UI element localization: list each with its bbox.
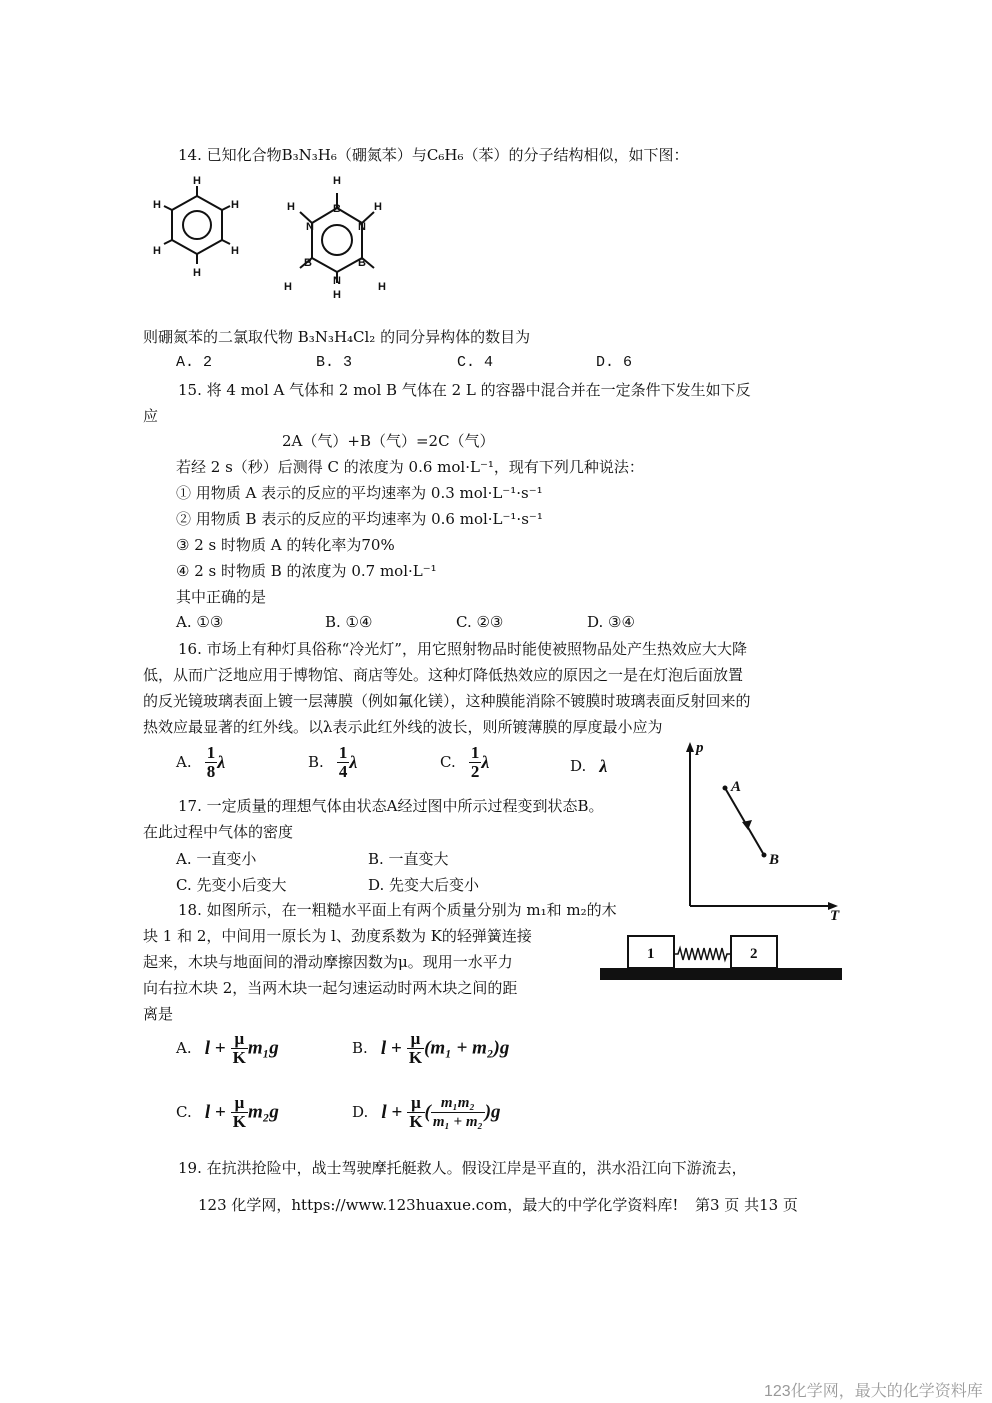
q17-line2: 在此过程中气体的密度 [143,823,294,841]
borazine-atom: H [374,201,382,213]
q15-ask: 其中正确的是 [176,588,267,606]
q18-option-b: B. l + $\frac{\mu}{K}$ (m₁ + m₂)g [352,1029,510,1067]
q17-option-a: A. 一直变小 [176,850,257,868]
benzene-borazine-structures [140,168,420,303]
block-2-label: 2 [750,946,758,962]
borazine-atom: B [304,257,312,269]
q16-line: 的反光镜玻璃表面上镀一层薄膜（例如氟化镁），这种膜能消除不镀膜时玻璃表面反射回来的 [143,692,751,710]
point-b-label: B [769,852,780,868]
q17-option-d: D. 先变大后变小 [368,876,480,894]
borazine-atom: N [333,275,341,287]
q16-option-c: C. $\frac{1}{2}$ λ [440,743,490,781]
q18-line: 离是 [143,1005,174,1023]
q15-equation: 2A（气）+B（气）=2C（气） [282,432,495,450]
q14-option-d: D. 6 [596,354,633,371]
q17-line1: 17. 一定质量的理想气体由状态A经过图中所示过程变到状态B。 [178,797,604,815]
q17-option-b: B. 一直变大 [368,850,449,868]
benzene-atom: H [153,245,161,257]
q15-statement: ① 用物质 A 表示的反应的平均速率为 0.3 mol·L⁻¹·s⁻¹ [176,484,543,502]
q16-option-b: B. $\frac{1}{4}$ λ [308,743,358,781]
q16-option-a: A. $\frac{1}{8}$ λ [176,743,226,781]
borazine-atom: N [358,221,366,233]
watermark: 123化学网，最大的化学资料库 [764,1383,983,1400]
benzene-atom: H [231,199,239,211]
benzene-atom: H [193,175,201,187]
q15-statement: ④ 2 s 时物质 B 的浓度为 0.7 mol·L⁻¹ [176,562,437,580]
q15-stem-line1: 15. 将 4 mol A 气体和 2 mol B 气体在 2 L 的容器中混合并在一定条件下发生如下反 [178,381,751,399]
q18-line: 向右拉木块 2，当两木块一起匀速运动时两木块之间的距 [143,979,518,997]
borazine-atom: N [306,221,314,233]
pt-graph [680,738,845,920]
borazine-atom: B [333,203,341,215]
q18-option-a: A. l + $\frac{\mu}{K}$ m₁g [176,1029,279,1067]
q16-line: 低，从而广泛地应用于博物馆、商店等处。这种灯降低热效应的原因之一是在灯泡后面放置 [143,666,744,684]
borazine-atom: H [333,289,341,301]
q14-option-c: C. 4 [457,354,494,371]
q14-question: 则硼氮苯的二氯取代物 B₃N₃H₄Cl₂ 的同分异构体的数目为 [143,328,531,346]
benzene-atom: H [231,245,239,257]
q14-stem: 14. 已知化合物B₃N₃H₆（硼氮苯）与C₆H₆（苯）的分子结构相似，如下图： [178,146,689,164]
q15-statement: ③ 2 s 时物质 A 的转化率为70% [176,536,395,554]
q16-line: 16. 市场上有种灯具俗称“冷光灯”，用它照射物品时能使被照物品处产生热效应大大降 [178,640,747,658]
q18-option-c: C. l + $\frac{\mu}{K}$ m₂g [176,1093,279,1131]
q15-option-c: C. ②③ [456,613,504,631]
borazine-atom: H [284,281,292,293]
q15-option-a: A. ①③ [176,613,224,631]
footer-text: 123 化学网，https://www.123huaxue.com，最大的中学化学资料库! [198,1196,679,1214]
benzene-atom: H [193,267,201,279]
q18-line: 起来，木块与地面间的滑动摩擦因数为μ。现用一水平力 [143,953,513,971]
page-number: 第3 页 共13 页 [695,1196,798,1214]
q18-line: 块 1 和 2，中间用一原长为 l、劲度系数为 K的轻弹簧连接 [143,927,532,945]
q19-line1: 19. 在抗洪抢险中，战士驾驶摩托艇救人。假设江岸是平直的，洪水沿江向下游流去， [178,1159,747,1177]
x-axis-label: T [830,908,840,920]
block-1-label: 1 [647,946,655,962]
borazine-atom: H [378,281,386,293]
q14-option-b: B. 3 [316,354,353,371]
q15-option-d: D. ③④ [587,613,635,631]
benzene-atom: H [153,199,161,211]
borazine-atom: H [287,201,295,213]
q17-option-c: C. 先变小后变大 [176,876,287,894]
q16-option-d: D. λ [570,756,608,776]
q18-line: 18. 如图所示，在一粗糙水平面上有两个质量分别为 m₁和 m₂的木 [178,901,617,919]
borazine-atom: H [333,175,341,187]
y-axis-label: p [696,740,704,756]
q14-option-a: A. 2 [176,354,213,371]
q15-statement: ② 用物质 B 表示的反应的平均速率为 0.6 mol·L⁻¹·s⁻¹ [176,510,543,528]
q15-option-b: B. ①④ [325,613,373,631]
q15-stem-line2: 应 [143,407,159,425]
point-a-label: A [731,779,742,795]
q15-measure: 若经 2 s（秒）后测得 C 的浓度为 0.6 mol·L⁻¹，现有下列几种说法： [176,458,644,476]
q18-option-d: D. l + $\frac{\mu}{K}$ ( $\frac{\text{m₁m₂}}{\text{m₁ + m₂}}$ )g [352,1093,501,1131]
q16-line: 热效应最显著的红外线。以λ表示此红外线的波长，则所镀薄膜的厚度最小应为 [143,718,663,736]
borazine-atom: B [358,257,366,269]
spring-blocks-diagram [598,928,844,984]
